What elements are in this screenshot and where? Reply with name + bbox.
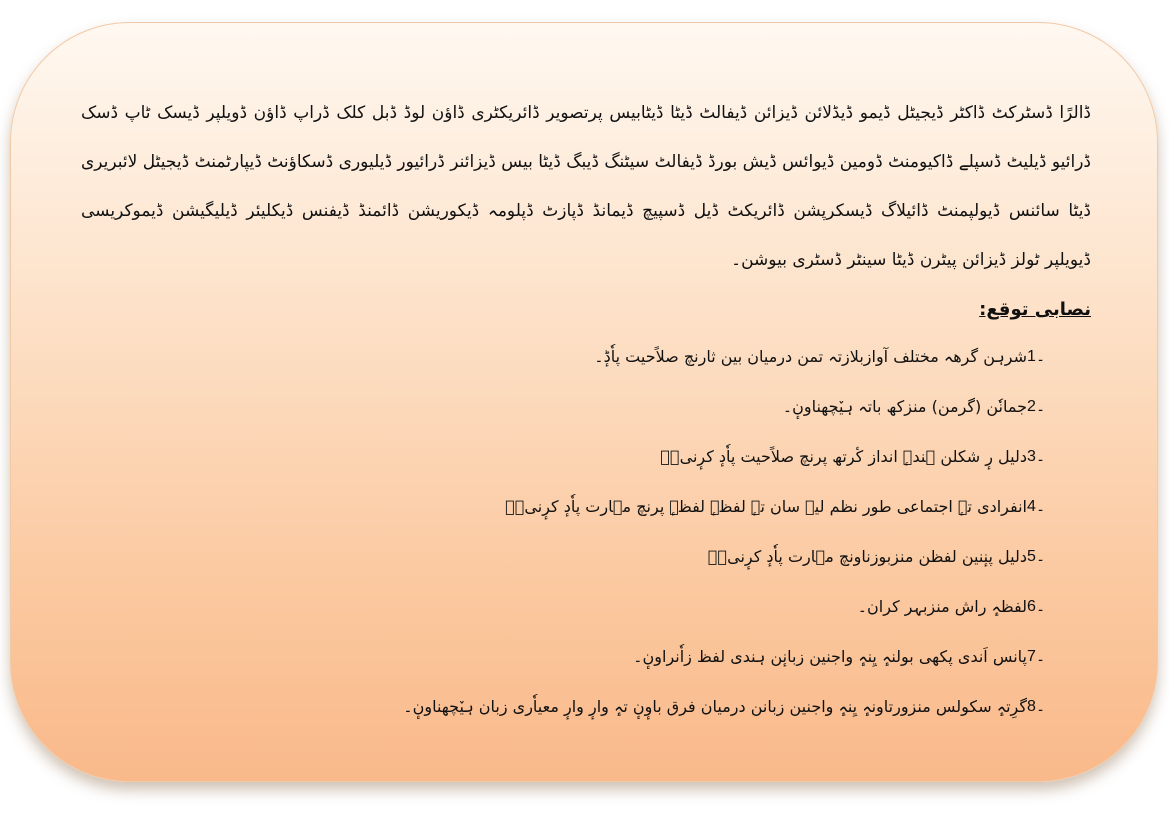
card-content <box>81 83 1091 731</box>
list-item <box>81 681 1091 731</box>
list-item <box>81 631 1091 681</box>
item-text: شرہن گرھہ مختلف آوازبلازتہ تمن درمیان بین ثارنچ صلاًحیت پاٗڈٕ۔ <box>594 346 1027 366</box>
item-text: دلیل رٕ شکلن ہندہٕ انداز کٔرتھ پرنچ صلاًحیت پاٗدٕ کرٕنیٖ۔ <box>660 446 1027 466</box>
item-text: جمانٗن (گرمن) منزکھ باتہ ہیٚچھناونٕ۔ <box>782 396 1027 416</box>
item-number: 6۔ <box>1027 598 1046 615</box>
item-number: 8۔ <box>1027 698 1046 715</box>
intro-paragraph: ڈالرًا ڈسٹرکٹ ڈاکٹر ڈیجیٹل ڈیمو ڈیڈلائن ڈیزائن ڈیفالٹ ڈیٹا ڈیٹابیس پرتصویر ڈائریکٹری ڈاؤن لوڈ ڈبل کلک ڈراپ ڈاؤن ڈویلپر ڈیسک ٹاپ ڈسک ڈرائیو ڈیلیٹ ڈسپلے ڈاکیومنٹ ڈومین ڈیوائس ڈیش بورڈ ڈیفالٹ سیٹنگ ڈیبگ ڈیٹا بیس ڈیزائنر ڈرائیور ڈیلیوری ڈسکاؤنٹ ڈیپارٹمنٹ ڈیجیٹل لائبریری ڈیٹا سائنس ڈیولپمنٹ ڈائیلاگ ڈیسکرپشن ڈائریکٹ ڈیل ڈسپیچ ڈیمانڈ ڈپازٹ ڈپلومہ ڈیکوریشن ڈائمنڈ ڈیفنس ڈیکلیئر ڈیلیگیشن ڈیموکریسی ڈیویلپر ٹولز ڈیزائن پیٹرن ڈیٹا سینٹر ڈسٹری بیوشن۔ <box>81 103 1091 270</box>
list-item <box>81 381 1091 431</box>
list-item <box>81 481 1091 531</box>
item-text: پانس اَندی پکھی بولنہٕ یِنہٕ واجنین زبانٕن ہندی لفظ زاٗنراونٕ۔ <box>633 646 1027 666</box>
section-heading: نصابی توقع: <box>979 299 1091 320</box>
list-item <box>81 581 1091 631</box>
item-text: دلیل پنٕنین لفظن منزبوزناونچ مہارت پاٗدٕ کرٕنیٖ۔ <box>707 546 1027 566</box>
item-text: گرِتہٕ سکولس منزورتاونہٕ یِنہٕ واجنین زبانن درمیان فرق باوٕنٕ تہٕ وارٕ وارٕ معیاٗری زبان ہیٚچھناونٕ۔ <box>403 696 1027 716</box>
item-number: 7۔ <box>1027 648 1046 665</box>
item-number: 4۔ <box>1027 498 1046 515</box>
item-number: 1۔ <box>1027 348 1046 365</box>
item-number: 5۔ <box>1027 548 1046 565</box>
list-item <box>81 331 1091 381</box>
list-item <box>81 431 1091 481</box>
item-number: 2۔ <box>1027 398 1046 415</box>
list-item <box>81 531 1091 581</box>
item-text: انفرادی تہٕ اجتماعی طور نظم لیہ سان تہٕ لفظہٕ لفظہٕ پرنچ مہارت پاٗدٕ کرٕنیٖ۔ <box>505 496 1027 516</box>
content-card <box>10 22 1158 782</box>
item-number: 3۔ <box>1027 448 1046 465</box>
expectations-list <box>81 331 1091 731</box>
item-text: لفظہٕ راش منزبہر کران۔ <box>857 596 1027 616</box>
